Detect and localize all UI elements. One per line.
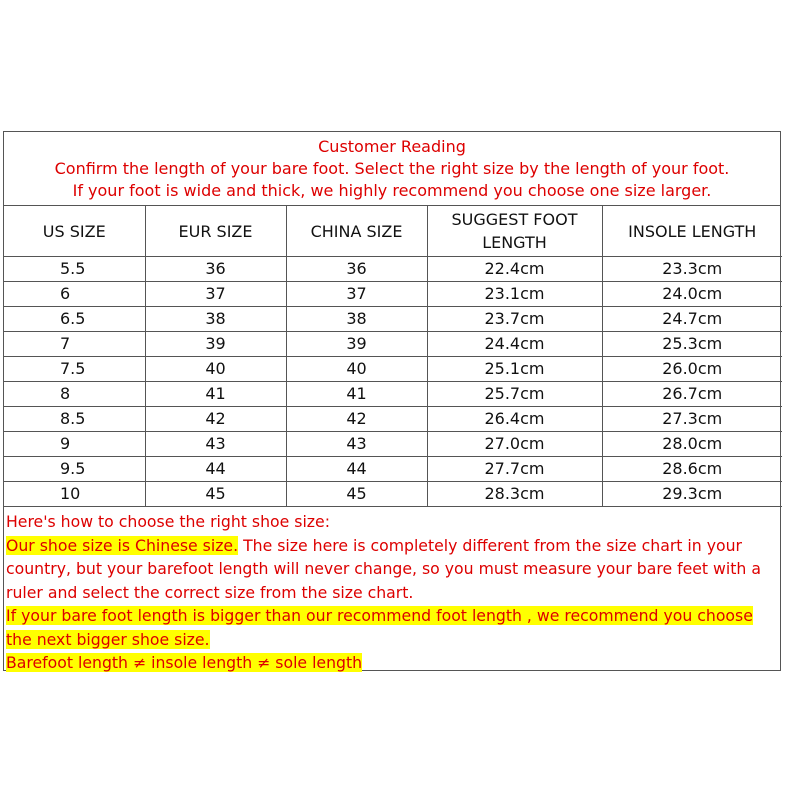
cell-eur-size: 44	[145, 457, 286, 482]
table-row	[4, 307, 782, 332]
cell-us-size: 6	[4, 282, 145, 307]
column-header-china-size: CHINA SIZE	[286, 206, 427, 257]
cell-china-size: 36	[286, 257, 427, 282]
table-row	[4, 382, 782, 407]
cell-china-size: 44	[286, 457, 427, 482]
cell-eur-size: 42	[145, 407, 286, 432]
cell-eur-size: 37	[145, 282, 286, 307]
column-header-eur-size: EUR SIZE	[145, 206, 286, 257]
cell-eur-size: 38	[145, 307, 286, 332]
cell-us-size: 8.5	[4, 407, 145, 432]
cell-us-size: 9	[4, 432, 145, 457]
cell-suggest-foot-length: 28.3cm	[427, 482, 602, 507]
notes-intro: Here's how to choose the right shoe size:	[6, 512, 330, 531]
cell-insole-length: 26.7cm	[602, 382, 782, 407]
cell-china-size: 40	[286, 357, 427, 382]
cell-eur-size: 43	[145, 432, 286, 457]
cell-us-size: 9.5	[4, 457, 145, 482]
cell-eur-size: 40	[145, 357, 286, 382]
cell-suggest-foot-length: 24.4cm	[427, 332, 602, 357]
cell-us-size: 5.5	[4, 257, 145, 282]
cell-insole-length: 24.0cm	[602, 282, 782, 307]
cell-suggest-foot-length: 27.0cm	[427, 432, 602, 457]
cell-eur-size: 39	[145, 332, 286, 357]
cell-insole-length: 27.3cm	[602, 407, 782, 432]
cell-china-size: 38	[286, 307, 427, 332]
cell-insole-length: 28.6cm	[602, 457, 782, 482]
cell-suggest-foot-length: 25.7cm	[427, 382, 602, 407]
notes-bigger-size	[6, 604, 780, 651]
table-header-row	[4, 206, 782, 257]
size-chart	[3, 131, 781, 671]
column-header-suggest-foot-length	[427, 206, 602, 257]
cell-insole-length: 23.3cm	[602, 257, 782, 282]
cell-china-size: 37	[286, 282, 427, 307]
size-notes	[4, 507, 780, 675]
customer-reading-header	[4, 132, 780, 206]
table-row	[4, 357, 782, 382]
column-header-us-size: US SIZE	[4, 206, 145, 257]
header-line-1: Confirm the length of your bare foot. Select the right size by the length of your foot.	[54, 159, 730, 178]
cell-us-size: 7	[4, 332, 145, 357]
notes-length-note	[6, 651, 780, 675]
cell-insole-length: 26.0cm	[602, 357, 782, 382]
cell-eur-size: 45	[145, 482, 286, 507]
chinese-size-highlight: Our shoe size is Chinese size.	[6, 535, 239, 555]
cell-us-size: 10	[4, 482, 145, 507]
column-header-suggest-foot-length-text: SUGGEST FOOT LENGTH	[451, 210, 578, 252]
column-header-insole-length: INSOLE LENGTH	[602, 206, 782, 257]
cell-suggest-foot-length: 26.4cm	[427, 407, 602, 432]
header-title: Customer Reading	[318, 137, 466, 156]
table-row	[4, 457, 782, 482]
table-row	[4, 332, 782, 357]
cell-us-size: 7.5	[4, 357, 145, 382]
table-row	[4, 432, 782, 457]
cell-us-size: 6.5	[4, 307, 145, 332]
bigger-size-highlight: If your bare foot length is bigger than our recommend foot length , we recommend you choose the next bigger shoe size.	[6, 606, 753, 649]
cell-insole-length: 29.3cm	[602, 482, 782, 507]
cell-insole-length: 28.0cm	[602, 432, 782, 457]
length-note-highlight: Barefoot length ≠ insole length ≠ sole length	[6, 653, 363, 672]
header-line-2: If your foot is wide and thick, we highly recommend you choose one size larger.	[72, 181, 712, 200]
cell-eur-size: 36	[145, 257, 286, 282]
notes-chinese-size	[6, 534, 780, 605]
cell-suggest-foot-length: 25.1cm	[427, 357, 602, 382]
table-row	[4, 482, 782, 507]
cell-suggest-foot-length: 23.1cm	[427, 282, 602, 307]
cell-suggest-foot-length: 22.4cm	[427, 257, 602, 282]
cell-eur-size: 41	[145, 382, 286, 407]
cell-insole-length: 25.3cm	[602, 332, 782, 357]
cell-us-size: 8	[4, 382, 145, 407]
table-row	[4, 282, 782, 307]
chinese-size-explanation: The size here is completely different from the size chart in your country, but your barefoot length will never change, so you must measure your bare feet with a ruler and select the correct size from the size chart.	[6, 535, 761, 602]
table-row	[4, 407, 782, 432]
cell-china-size: 45	[286, 482, 427, 507]
cell-china-size: 43	[286, 432, 427, 457]
cell-china-size: 42	[286, 407, 427, 432]
cell-china-size: 41	[286, 382, 427, 407]
cell-china-size: 39	[286, 332, 427, 357]
table-row	[4, 257, 782, 282]
size-table	[4, 206, 782, 507]
cell-suggest-foot-length: 27.7cm	[427, 457, 602, 482]
cell-suggest-foot-length: 23.7cm	[427, 307, 602, 332]
cell-insole-length: 24.7cm	[602, 307, 782, 332]
